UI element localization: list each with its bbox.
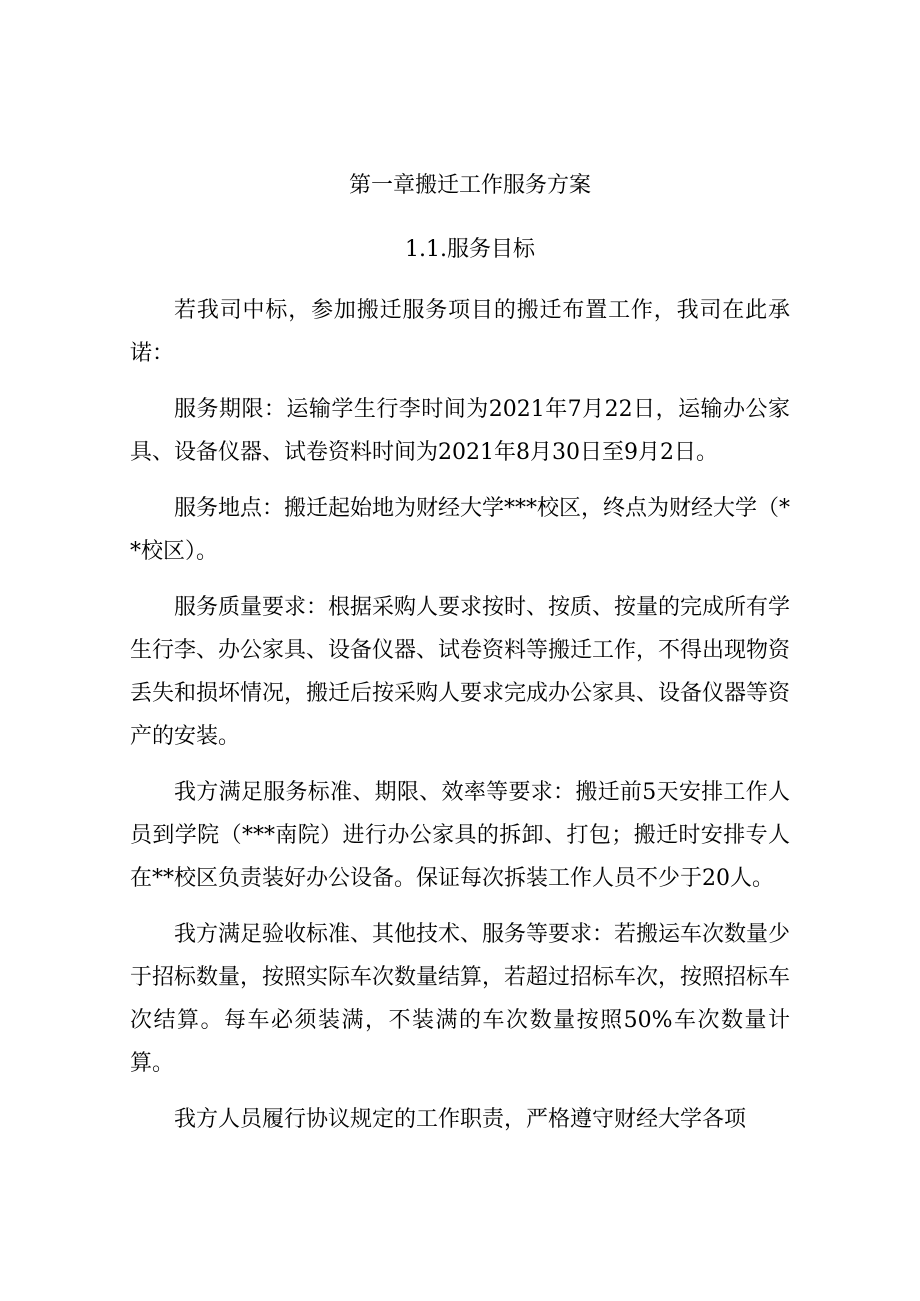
paragraph-service-standards: 我方满足服务标准、期限、效率等要求：搬迁前5天安排工作人员到学院（***南院）进行办公家具的拆卸、打包；搬迁时安排专人在**校区负责装好办公设备。保证每次拆装工作人员不少于20人。 bbox=[130, 780, 790, 891]
paragraph-service-location: 服务地点：搬迁起始地为财经大学***校区，终点为财经大学（**校区）。 bbox=[130, 496, 791, 564]
paragraph-commitment: 若我司中标，参加搬迁服务项目的搬迁布置工作，我司在此承诺： bbox=[130, 298, 790, 366]
chapter-title: 第一章搬迁工作服务方案 bbox=[348, 173, 591, 198]
paragraph-staff-duties: 我方人员履行协议规定的工作职责，严格遵守财经大学各项 bbox=[174, 1107, 747, 1132]
section-title: 1.1.服务目标 bbox=[405, 237, 535, 262]
document-body bbox=[130, 289, 790, 1154]
paragraph-service-period: 服务期限：运输学生行李时间为2021年7月22日，运输办公家具、设备仪器、试卷资料时间为2021年8月30日至9月2日。 bbox=[130, 397, 790, 465]
paragraph-acceptance-standards: 我方满足验收标准、其他技术、服务等要求：若搬运车次数量少于招标数量，按照实际车次数量结算，若超过招标车次，按照招标车次结算。每车必须装满，不装满的车次数量按照50%车次数量计算。 bbox=[130, 922, 791, 1076]
paragraph-quality-requirements: 服务质量要求：根据采购人要求按时、按质、按量的完成所有学生行李、办公家具、设备仪器、试卷资料等搬迁工作，不得出现物资丢失和损坏情况，搬迁后按采购人要求完成办公家具、设备仪器等资产的安装。 bbox=[130, 595, 791, 749]
